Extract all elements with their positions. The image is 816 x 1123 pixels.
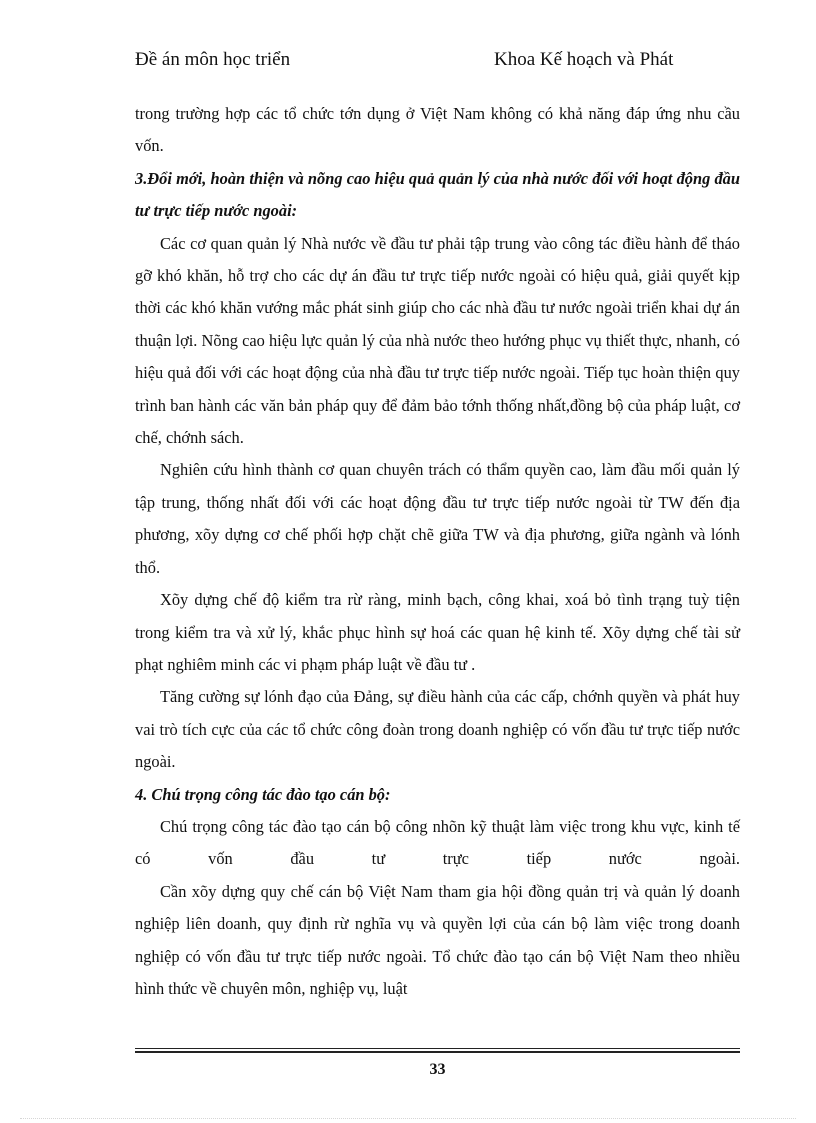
header-faculty-title: Khoa Kế hoạch và Phát bbox=[494, 49, 674, 70]
paragraph-party-leadership: Tăng cường sự lónh đạo của Đảng, sự điều hành của các cấp, chớnh quyền và phát huy vai trò tích cực của các tổ chức công đoàn trong doanh nghiệp có vốn đầu tư trực tiếp nước ngoài. bbox=[135, 687, 740, 772]
footer-divider-thick bbox=[135, 1051, 740, 1053]
paragraph-credit-institutions: trong trường hợp các tổ chức tớn dụng ở Việt Nam không có khả năng đáp ứng nhu cầu vốn. bbox=[135, 104, 740, 156]
footer-divider-thin bbox=[135, 1048, 740, 1049]
page-edge-divider bbox=[20, 1118, 796, 1119]
paragraph-specialized-agency: Nghiên cứu hình thành cơ quan chuyên trách có thẩm quyền cao, làm đầu mối quản lý tập trung, thống nhất đối với các hoạt động đầu tư trực tiếp nước ngoài từ TW đến địa phương, xõy dựng cơ chế phối hợp chặt chẽ giữa TW và địa phương, giữa ngành và lónh thổ. bbox=[135, 460, 740, 577]
paragraph-state-management: Các cơ quan quản lý Nhà nước về đầu tư phải tập trung vào công tác điều hành để tháo gỡ khó khăn, hỗ trợ cho các dự án đầu tư trực tiếp nước ngoài có hiệu quả, giải quyết kịp thời các khó khăn vướng mắc phát sinh giúp cho các nhà đầu tư nước ngoài triển khai dự án thuận lợi. Nõng cao hiệu lực quản lý của nhà nước theo hướng phục vụ thiết thực, nhanh, có hiệu quả đối với các hoạt động của nhà đầu tư trực tiếp nước ngoài. Tiếp tục hoàn thiện quy trình ban hành các văn bản pháp quy để đảm bảo tớnh thống nhất,đồng bộ của pháp luật, cơ chế, chớnh sách. bbox=[135, 233, 740, 448]
section-heading-4: 4. Chú trọng công tác đào tạo cán bộ: bbox=[135, 784, 391, 804]
page-number: 33 bbox=[429, 1061, 446, 1078]
document-body bbox=[135, 98, 740, 1005]
paragraph-training-focus: Chú trọng công tác đào tạo cán bộ công nhõn kỹ thuật làm việc trong khu vực, kinh tế có vốn đầu tư trực tiếp nước ngoài. bbox=[135, 816, 740, 869]
page-header bbox=[135, 48, 740, 100]
paragraph-staff-regulations: Cần xõy dựng quy chế cán bộ Việt Nam tham gia hội đồng quản trị và quản lý doanh nghiệp liên doanh, quy định rừ nghĩa vụ và quyền lợi của cán bộ làm việc trong doanh nghiệp có vốn đầu tư trực tiếp nước ngoài. Tổ chức đào tạo cán bộ Việt Nam theo nhiều hình thức về chuyên môn, nghiệp vụ, luật bbox=[135, 881, 740, 998]
paragraph-inspection: Xõy dựng chế độ kiểm tra rừ ràng, minh bạch, công khai, xoá bỏ tình trạng tuỳ tiện trong kiểm tra và xử lý, khắc phục hình sự hoá các quan hệ kinh tế. Xõy dựng chế tài sử phạt nghiêm minh các vi phạm pháp luật về đầu tư . bbox=[135, 590, 740, 674]
header-course-title: Đề án môn học triển bbox=[135, 49, 291, 70]
section-heading-3: 3.Đổi mới, hoàn thiện và nõng cao hiệu quả quản lý của nhà nước đối với hoạt động đầu tư trực tiếp nước ngoài: bbox=[135, 168, 740, 221]
